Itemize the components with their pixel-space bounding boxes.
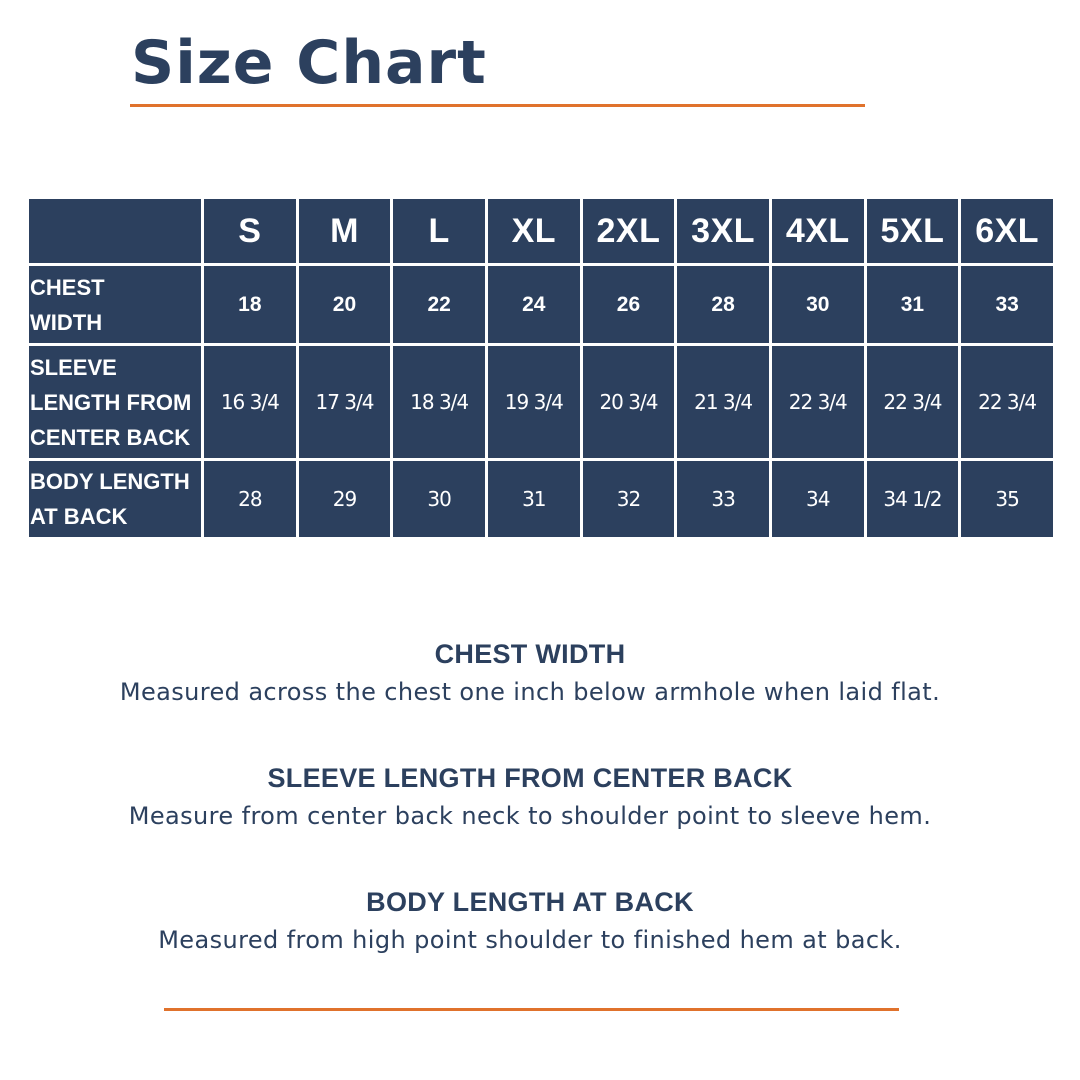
table-cell: 33 — [677, 461, 769, 537]
table-cell: 17 3/4 — [299, 346, 391, 458]
table-cell: 21 3/4 — [677, 346, 769, 458]
title-underline — [130, 104, 865, 107]
size-header-xl: XL — [488, 199, 580, 263]
row-label-body-length: BODY LENGTH AT BACK — [29, 461, 201, 537]
table-cell: 20 3/4 — [583, 346, 675, 458]
definition-text: Measure from center back neck to shoulder point to sleeve hem. — [128, 802, 932, 830]
row-label-sleeve-length: SLEEVE LENGTH FROM CENTER BACK — [29, 346, 201, 458]
table-cell: 22 3/4 — [772, 346, 864, 458]
size-header-l: L — [393, 199, 485, 263]
table-cell: 30 — [772, 266, 864, 343]
definition-sleeve-length — [0, 758, 1060, 882]
table-cell: 28 — [204, 461, 296, 537]
definition-heading: SLEEVE LENGTH FROM CENTER BACK — [267, 763, 793, 793]
definition-body-length — [0, 882, 1060, 1006]
table-cell: 34 1/2 — [867, 461, 959, 537]
table-row-body-length — [29, 461, 1053, 537]
table-cell: 16 3/4 — [204, 346, 296, 458]
definition-text: Measured across the chest one inch below armhole when laid flat. — [119, 678, 941, 706]
table-cell: 20 — [299, 266, 391, 343]
table-cell: 33 — [961, 266, 1053, 343]
measurement-definitions — [0, 634, 1060, 1006]
definition-heading: CHEST WIDTH — [434, 639, 626, 669]
table-cell: 31 — [488, 461, 580, 537]
definition-heading: BODY LENGTH AT BACK — [366, 887, 694, 917]
size-header-5xl: 5XL — [867, 199, 959, 263]
table-cell: 32 — [583, 461, 675, 537]
table-cell: 29 — [299, 461, 391, 537]
page-title: Size Chart — [131, 28, 487, 98]
table-cell: 19 3/4 — [488, 346, 580, 458]
table-row-sleeve-length — [29, 346, 1053, 458]
size-header-row — [29, 199, 1053, 263]
table-cell: 30 — [393, 461, 485, 537]
size-header-2xl: 2XL — [583, 199, 675, 263]
corner-cell — [29, 199, 201, 263]
size-header-s: S — [204, 199, 296, 263]
table-cell: 18 3/4 — [393, 346, 485, 458]
definition-text: Measured from high point shoulder to finished hem at back. — [158, 926, 902, 954]
size-header-6xl: 6XL — [961, 199, 1053, 263]
definition-chest-width — [0, 634, 1060, 758]
row-label-chest-width: CHEST WIDTH — [29, 266, 201, 343]
table-cell: 22 — [393, 266, 485, 343]
table-cell: 18 — [204, 266, 296, 343]
size-chart-table — [26, 196, 1056, 540]
table-cell: 26 — [583, 266, 675, 343]
size-header-3xl: 3XL — [677, 199, 769, 263]
table-cell: 35 — [961, 461, 1053, 537]
footer-divider — [164, 1008, 899, 1011]
size-header-4xl: 4XL — [772, 199, 864, 263]
table-cell: 31 — [867, 266, 959, 343]
table-cell: 34 — [772, 461, 864, 537]
table-cell: 22 3/4 — [961, 346, 1053, 458]
table-cell: 28 — [677, 266, 769, 343]
size-header-m: M — [299, 199, 391, 263]
table-cell: 24 — [488, 266, 580, 343]
table-row-chest-width — [29, 266, 1053, 343]
table-cell: 22 3/4 — [867, 346, 959, 458]
